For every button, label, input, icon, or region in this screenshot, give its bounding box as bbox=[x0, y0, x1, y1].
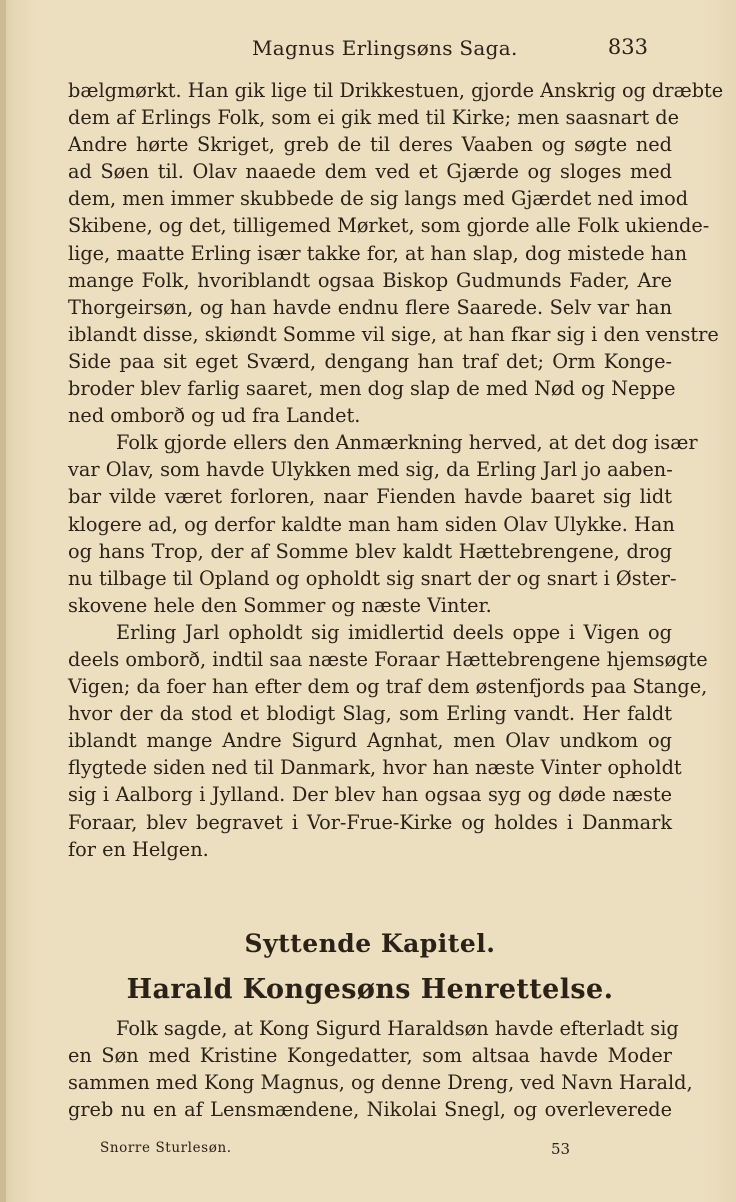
text-line: Thorgeirsøn, og han havde endnu flere Saarede. Selv var han bbox=[68, 295, 672, 319]
text-line: og hans Trop, der af Somme blev kaldt Hættebrengene, drog bbox=[68, 539, 672, 563]
running-title: Magnus Erlingsøns Saga. bbox=[252, 36, 518, 60]
chapter-body bbox=[68, 1015, 693, 1123]
body-text bbox=[68, 77, 724, 863]
text-line: Andre hørte Skriget, greb de til deres Vaaben og søgte ned bbox=[68, 133, 672, 157]
text-line: Side paa sit eget Sværd, dengang han traf det; Orm Konge- bbox=[68, 349, 672, 373]
text-line: Foraar, blev begravet i Vor-Frue-Kirke og holdes i Danmark bbox=[68, 810, 672, 834]
text-line: Skibene, og det, tilligemed Mørket, som gjorde alle Folk ukiende- bbox=[68, 214, 710, 238]
text-line: Folk sagde, at Kong Sigurd Haraldsøn havde efterladt sig bbox=[116, 1017, 679, 1040]
chapter-heading: Syttende Kapitel. bbox=[244, 929, 496, 958]
text-line: bælgmørkt. Han gik lige til Drikkestuen, gjorde Anskrig og dræbte bbox=[68, 79, 724, 102]
chapter-header bbox=[68, 927, 672, 1009]
text-line: nu tilbage til Opland og opholdt sig snart der og snart i Øster- bbox=[68, 566, 677, 590]
page-binding-edge bbox=[0, 0, 6, 1202]
text-line: var Olav, som havde Ulykken med sig, da Erling Jarl jo aaben- bbox=[68, 458, 673, 482]
text-line: ad Søen til. Olav naaede dem ved et Gjærde og sloges med bbox=[68, 160, 672, 184]
text-line: sammen med Kong Magnus, og denne Dreng, ved Navn Harald, bbox=[68, 1071, 693, 1095]
chapter-title: Harald Kongesøns Henrettelse. bbox=[126, 974, 614, 1005]
text-line: lige, maatte Erling især takke for, at han slap, dog mistede han bbox=[68, 241, 688, 265]
text-line: en Søn med Kristine Kongedatter, som altsaa havde Moder bbox=[68, 1044, 672, 1068]
text-line: dem af Erlings Folk, som ei gik med til Kirke; men saasnart de bbox=[68, 106, 679, 130]
text-line: iblandt disse, skiøndt Somme vil sige, at han fkar sig i den venstre bbox=[68, 322, 719, 346]
sheet-number: 53 bbox=[551, 1140, 571, 1158]
page-number: 833 bbox=[607, 35, 648, 59]
text-line: Vigen; da foer han efter dem og traf dem østenfjords paa Stange, bbox=[68, 675, 708, 699]
text-line: sig i Aalborg i Jylland. Der blev han ogsaa syg og døde næste bbox=[68, 783, 672, 807]
page-header bbox=[0, 36, 736, 66]
text-line: mange Folk, hvoriblandt ogsaa Biskop Gudmunds Fader, Are bbox=[68, 268, 672, 292]
text-line: flygtede siden ned til Danmark, hvor han næste Vinter opholdt bbox=[68, 756, 682, 780]
text-line: greb nu en af Lensmændene, Nikolai Snegl, og overleverede bbox=[68, 1098, 672, 1122]
text-line: ned omborð og ud fra Landet. bbox=[68, 404, 361, 428]
text-line: for en Helgen. bbox=[68, 837, 209, 861]
text-line: klogere ad, og derfor kaldte man ham siden Olav Ulykke. Han bbox=[68, 512, 675, 536]
text-line: bar vilde været forloren, naar Fienden havde baaret sig lidt bbox=[68, 485, 672, 509]
text-line: hvor der da stod et blodigt Slag, som Erling vandt. Her faldt bbox=[68, 702, 672, 726]
text-line: broder blev farlig saaret, men dog slap de med Nød og Neppe bbox=[68, 377, 676, 401]
page-footer bbox=[0, 1140, 736, 1164]
text-line: skovene hele den Sommer og næste Vinter. bbox=[68, 593, 492, 617]
printer-signature: Snorre Sturlesøn. bbox=[100, 1140, 232, 1156]
text-line: deels omborð, indtil saa næste Foraar Hættebrengene hjemsøgte bbox=[68, 647, 708, 671]
text-line: iblandt mange Andre Sigurd Agnhat, men Olav undkom og bbox=[68, 729, 672, 753]
text-line: Erling Jarl opholdt sig imidlertid deels oppe i Vigen og bbox=[116, 620, 672, 644]
text-line: dem, men immer skubbede de sig langs med Gjærdet ned imod bbox=[68, 187, 689, 211]
text-line: Folk gjorde ellers den Anmærkning herved, at det dog især bbox=[116, 431, 698, 455]
